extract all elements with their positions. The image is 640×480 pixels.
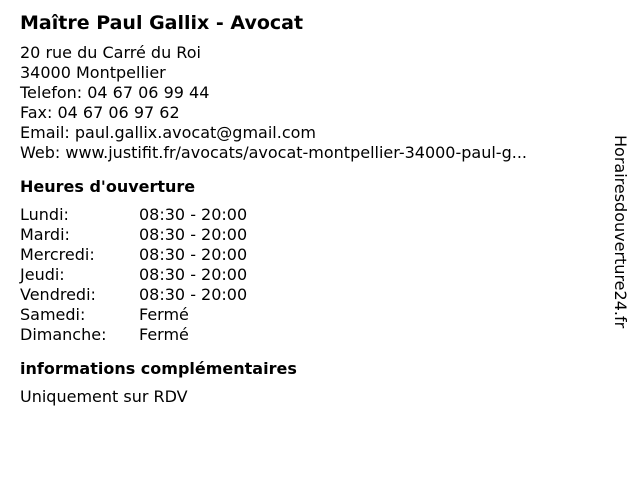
- opening-hours-table: [20, 205, 247, 345]
- hours-row: [20, 225, 247, 245]
- day-hours: Fermé: [139, 325, 189, 344]
- info-text: Uniquement sur RDV: [20, 387, 188, 406]
- brand-watermark: Horairesdouverture24.fr: [611, 135, 630, 329]
- hours-row: [20, 285, 247, 305]
- hours-row: [20, 205, 247, 225]
- day-hours: 08:30 - 20:00: [139, 245, 248, 264]
- contact-block: [20, 43, 600, 163]
- phone-line: Telefon: 04 67 06 99 44: [20, 83, 210, 102]
- day-hours: Fermé: [139, 305, 189, 324]
- day-label: Mercredi:: [20, 245, 95, 264]
- day-label: Samedi:: [20, 305, 86, 324]
- day-hours: 08:30 - 20:00: [139, 225, 248, 244]
- address-city: 34000 Montpellier: [20, 63, 166, 82]
- hours-row: [20, 305, 247, 325]
- day-hours: 08:30 - 20:00: [139, 285, 248, 304]
- hours-heading: Heures d'ouverture: [20, 177, 196, 196]
- day-hours: 08:30 - 20:00: [139, 205, 248, 224]
- email-line: Email: paul.gallix.avocat@gmail.com: [20, 123, 316, 142]
- info-heading: informations complémentaires: [20, 359, 297, 378]
- hours-row: [20, 325, 247, 345]
- day-label: Dimanche:: [20, 325, 107, 344]
- hours-row: [20, 245, 247, 265]
- fax-line: Fax: 04 67 06 97 62: [20, 103, 180, 122]
- day-hours: 08:30 - 20:00: [139, 265, 248, 284]
- day-label: Jeudi:: [20, 265, 65, 284]
- day-label: Lundi:: [20, 205, 69, 224]
- web-line: Web: www.justifit.fr/avocats/avocat-montpellier-34000-paul-g...: [20, 143, 527, 162]
- day-label: Mardi:: [20, 225, 70, 244]
- business-card: [20, 10, 600, 407]
- address-street: 20 rue du Carré du Roi: [20, 43, 201, 62]
- hours-row: [20, 265, 247, 285]
- day-label: Vendredi:: [20, 285, 96, 304]
- page-title: Maître Paul Gallix - Avocat: [20, 12, 304, 34]
